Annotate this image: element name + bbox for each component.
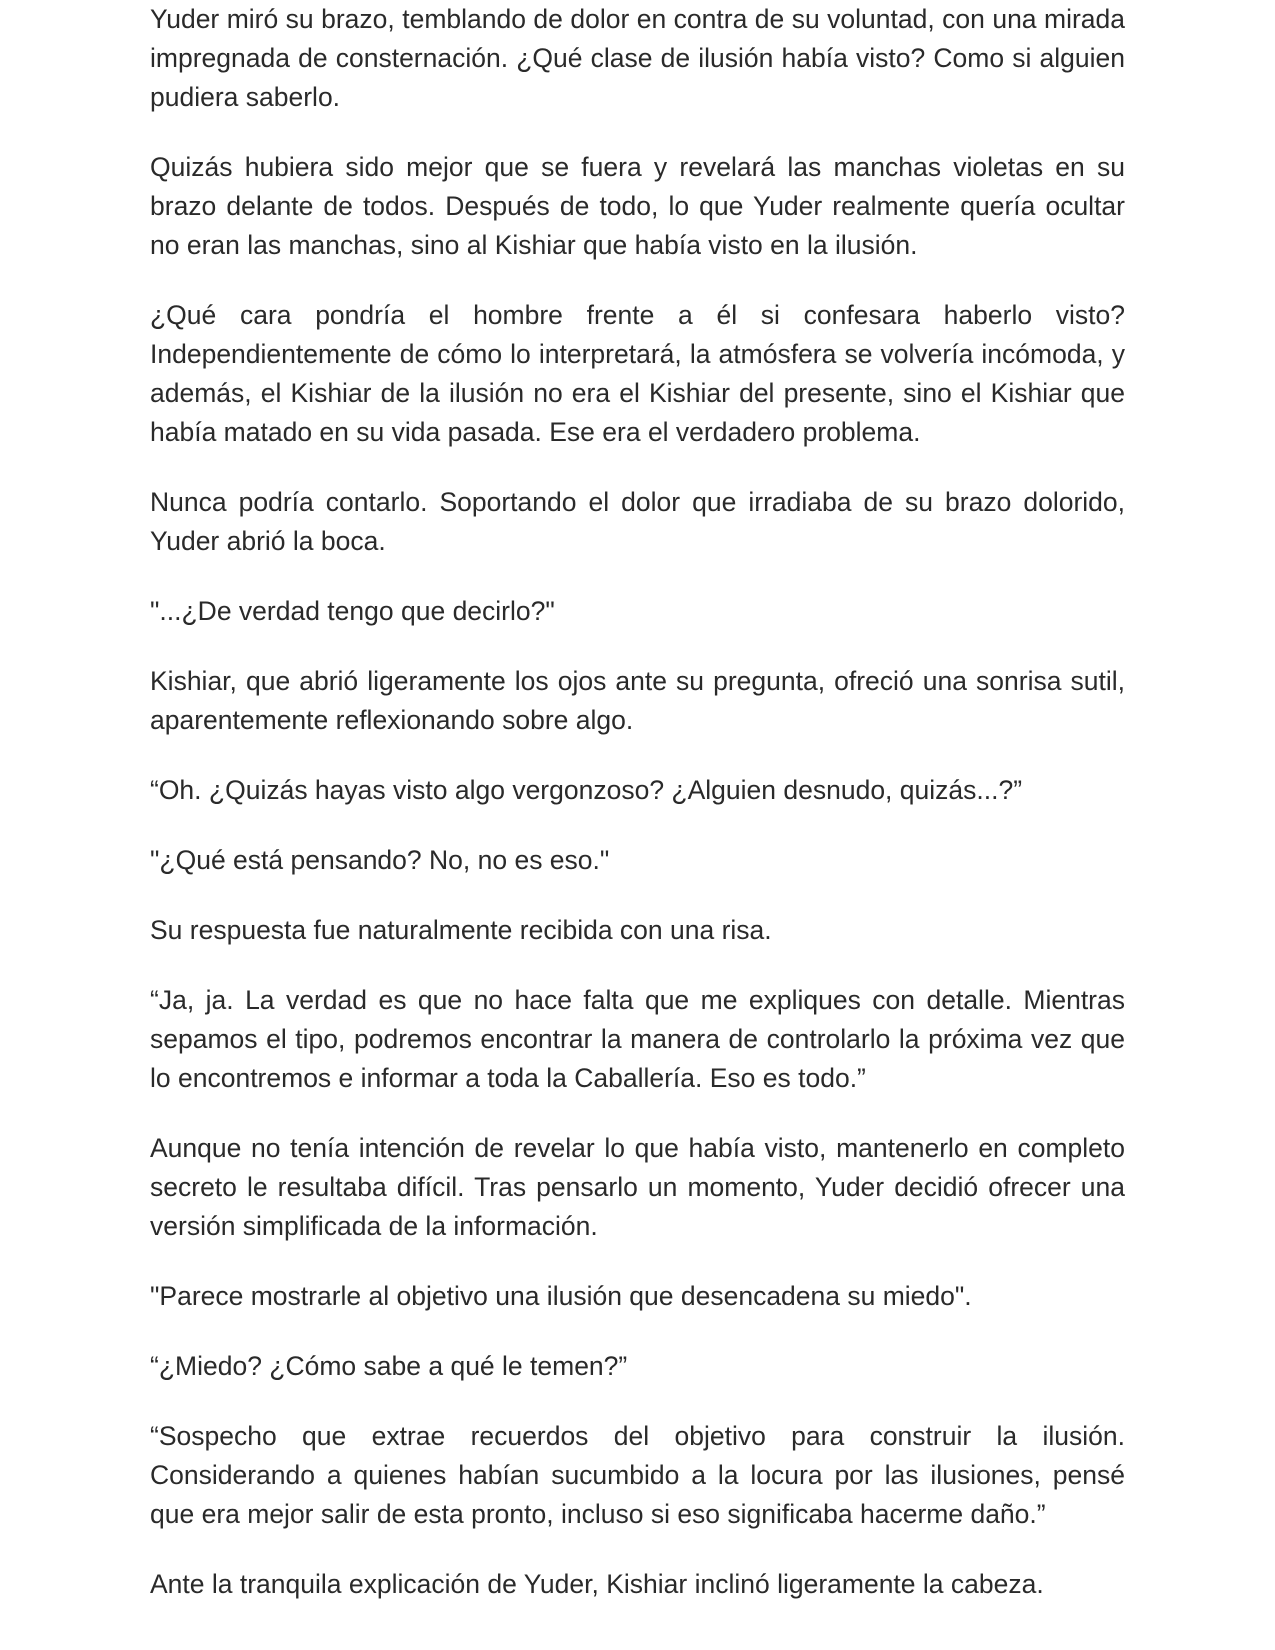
paragraph-2: Quizás hubiera sido mejor que se fuera y revelará las manchas violetas en su brazo delante de todos. Después de todo, lo que Yuder realmente quería ocultar no eran las manchas, sino al Kishiar que había visto en la ilusión.: [150, 152, 1125, 260]
paragraph-15: Ante la tranquila explicación de Yuder, Kishiar inclinó ligeramente la cabeza.: [150, 1569, 1044, 1599]
paragraph-3: ¿Qué cara pondría el hombre frente a él si confesara haberlo visto? Independientemente de cómo lo interpretará, la atmósfera se volvería incómoda, y además, el Kishiar de la ilusión no era el Kishiar del presente, sino el Kishiar que había matado en su vida pasada. Ese era el verdadero problema.: [150, 300, 1125, 447]
paragraph-5: "...¿De verdad tengo que decirlo?": [150, 596, 555, 626]
paragraph-14: “Sospecho que extrae recuerdos del objetivo para construir la ilusión. Considerando a quienes habían sucumbido a la locura por las ilusiones, pensé que era mejor salir de esta pronto, incluso si eso significaba hacerme daño.”: [150, 1421, 1125, 1529]
paragraph-8: "¿Qué está pensando? No, no es eso.": [150, 845, 610, 875]
paragraph-11: Aunque no tenía intención de revelar lo que había visto, mantenerlo en completo secreto le resultaba difícil. Tras pensarlo un momento, Yuder decidió ofrecer una versión simplificada de la información.: [150, 1133, 1125, 1241]
paragraph-10: “Ja, ja. La verdad es que no hace falta que me expliques con detalle. Mientras sepamos el tipo, podremos encontrar la manera de controlarlo la próxima vez que lo encontremos e informar a toda la Caballería. Eso es todo.”: [150, 985, 1125, 1093]
paragraph-9: Su respuesta fue naturalmente recibida con una risa.: [150, 915, 772, 945]
document-page: [150, 0, 1125, 1635]
paragraph-6: Kishiar, que abrió ligeramente los ojos ante su pregunta, ofreció una sonrisa sutil, aparentemente reflexionando sobre algo.: [150, 666, 1125, 735]
paragraph-12: "Parece mostrarle al objetivo una ilusión que desencadena su miedo".: [150, 1281, 972, 1311]
paragraph-1: Yuder miró su brazo, temblando de dolor en contra de su voluntad, con una mirada impregnada de consternación. ¿Qué clase de ilusión había visto? Como si alguien pudiera saberlo.: [150, 4, 1125, 112]
paragraph-7: “Oh. ¿Quizás hayas visto algo vergonzoso? ¿Alguien desnudo, quizás...?”: [150, 775, 1023, 805]
paragraph-4: Nunca podría contarlo. Soportando el dolor que irradiaba de su brazo dolorido, Yuder abrió la boca.: [150, 487, 1125, 556]
paragraph-13: “¿Miedo? ¿Cómo sabe a qué le temen?”: [150, 1351, 628, 1381]
